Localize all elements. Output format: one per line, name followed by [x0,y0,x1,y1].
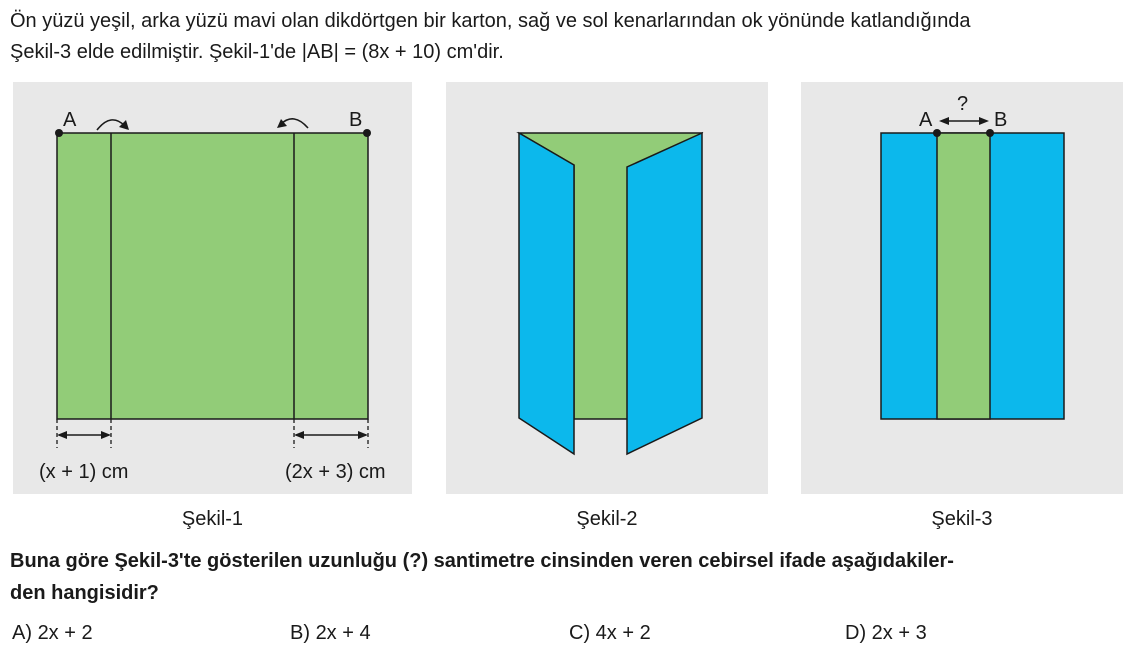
green-visible-strip [937,133,990,419]
option-b-letter: B) [290,622,310,644]
green-card [57,133,368,419]
point-b [986,129,994,137]
fold-arrow-right-icon [277,119,308,128]
option-b-text: 2x + 4 [315,622,371,644]
figure-2-panel [446,82,768,494]
option-d-letter: D) [845,622,867,644]
option-a-text: 2x + 2 [37,622,93,644]
point-b [363,129,371,137]
figure-3-panel [801,82,1123,494]
double-arrow-icon [939,117,989,125]
figure-2-caption: Şekil-2 [576,508,638,530]
problem-intro [10,6,1134,68]
left-measure-guide [57,419,111,448]
question-line-2: den hangisidir? [10,582,159,604]
label-b: B [349,109,363,131]
label-b: B [994,109,1008,131]
option-c[interactable] [569,622,651,645]
option-c-text: 4x + 2 [595,622,651,644]
label-a: A [919,109,933,131]
option-d[interactable] [845,622,927,645]
point-a [55,129,63,137]
question-line-1: Buna göre Şekil-3'te gösterilen uzunluğu (?) santimetre cinsinden veren cebirsel ifade aşağıdakiler- [10,550,954,572]
option-a[interactable] [12,622,93,645]
intro-line-2: Şekil-3 elde edilmiştir. Şekil-1'de |AB| = (8x + 10) cm'dir. [10,41,504,63]
figure-1-drawing [13,82,412,494]
question-text [10,545,1134,609]
intro-line-1: Ön yüzü yeşil, arka yüzü mavi olan dikdörtgen bir karton, sağ ve sol kenarlarından ok yönünde katlandığında [10,10,971,32]
figure-3-drawing [801,82,1123,494]
label-a: A [63,109,77,131]
right-measure-guide [294,419,368,448]
figure-2-drawing [446,82,768,494]
figure-1-caption: Şekil-1 [181,508,244,530]
fold-arrow-left-icon [97,120,129,130]
figure-1-panel [13,82,412,494]
option-a-letter: A) [12,622,32,644]
option-c-letter: C) [569,622,591,644]
left-measure-label: (x + 1) cm [39,461,129,483]
right-measure-label: (2x + 3) cm [285,461,386,483]
figure-3-caption: Şekil-3 [931,508,993,530]
point-a [933,129,941,137]
unknown-length-label: ? [957,93,969,115]
right-blue-flap [627,133,702,454]
option-d-text: 2x + 3 [871,622,927,644]
left-blue-flap [519,133,574,454]
option-b[interactable] [290,622,371,645]
